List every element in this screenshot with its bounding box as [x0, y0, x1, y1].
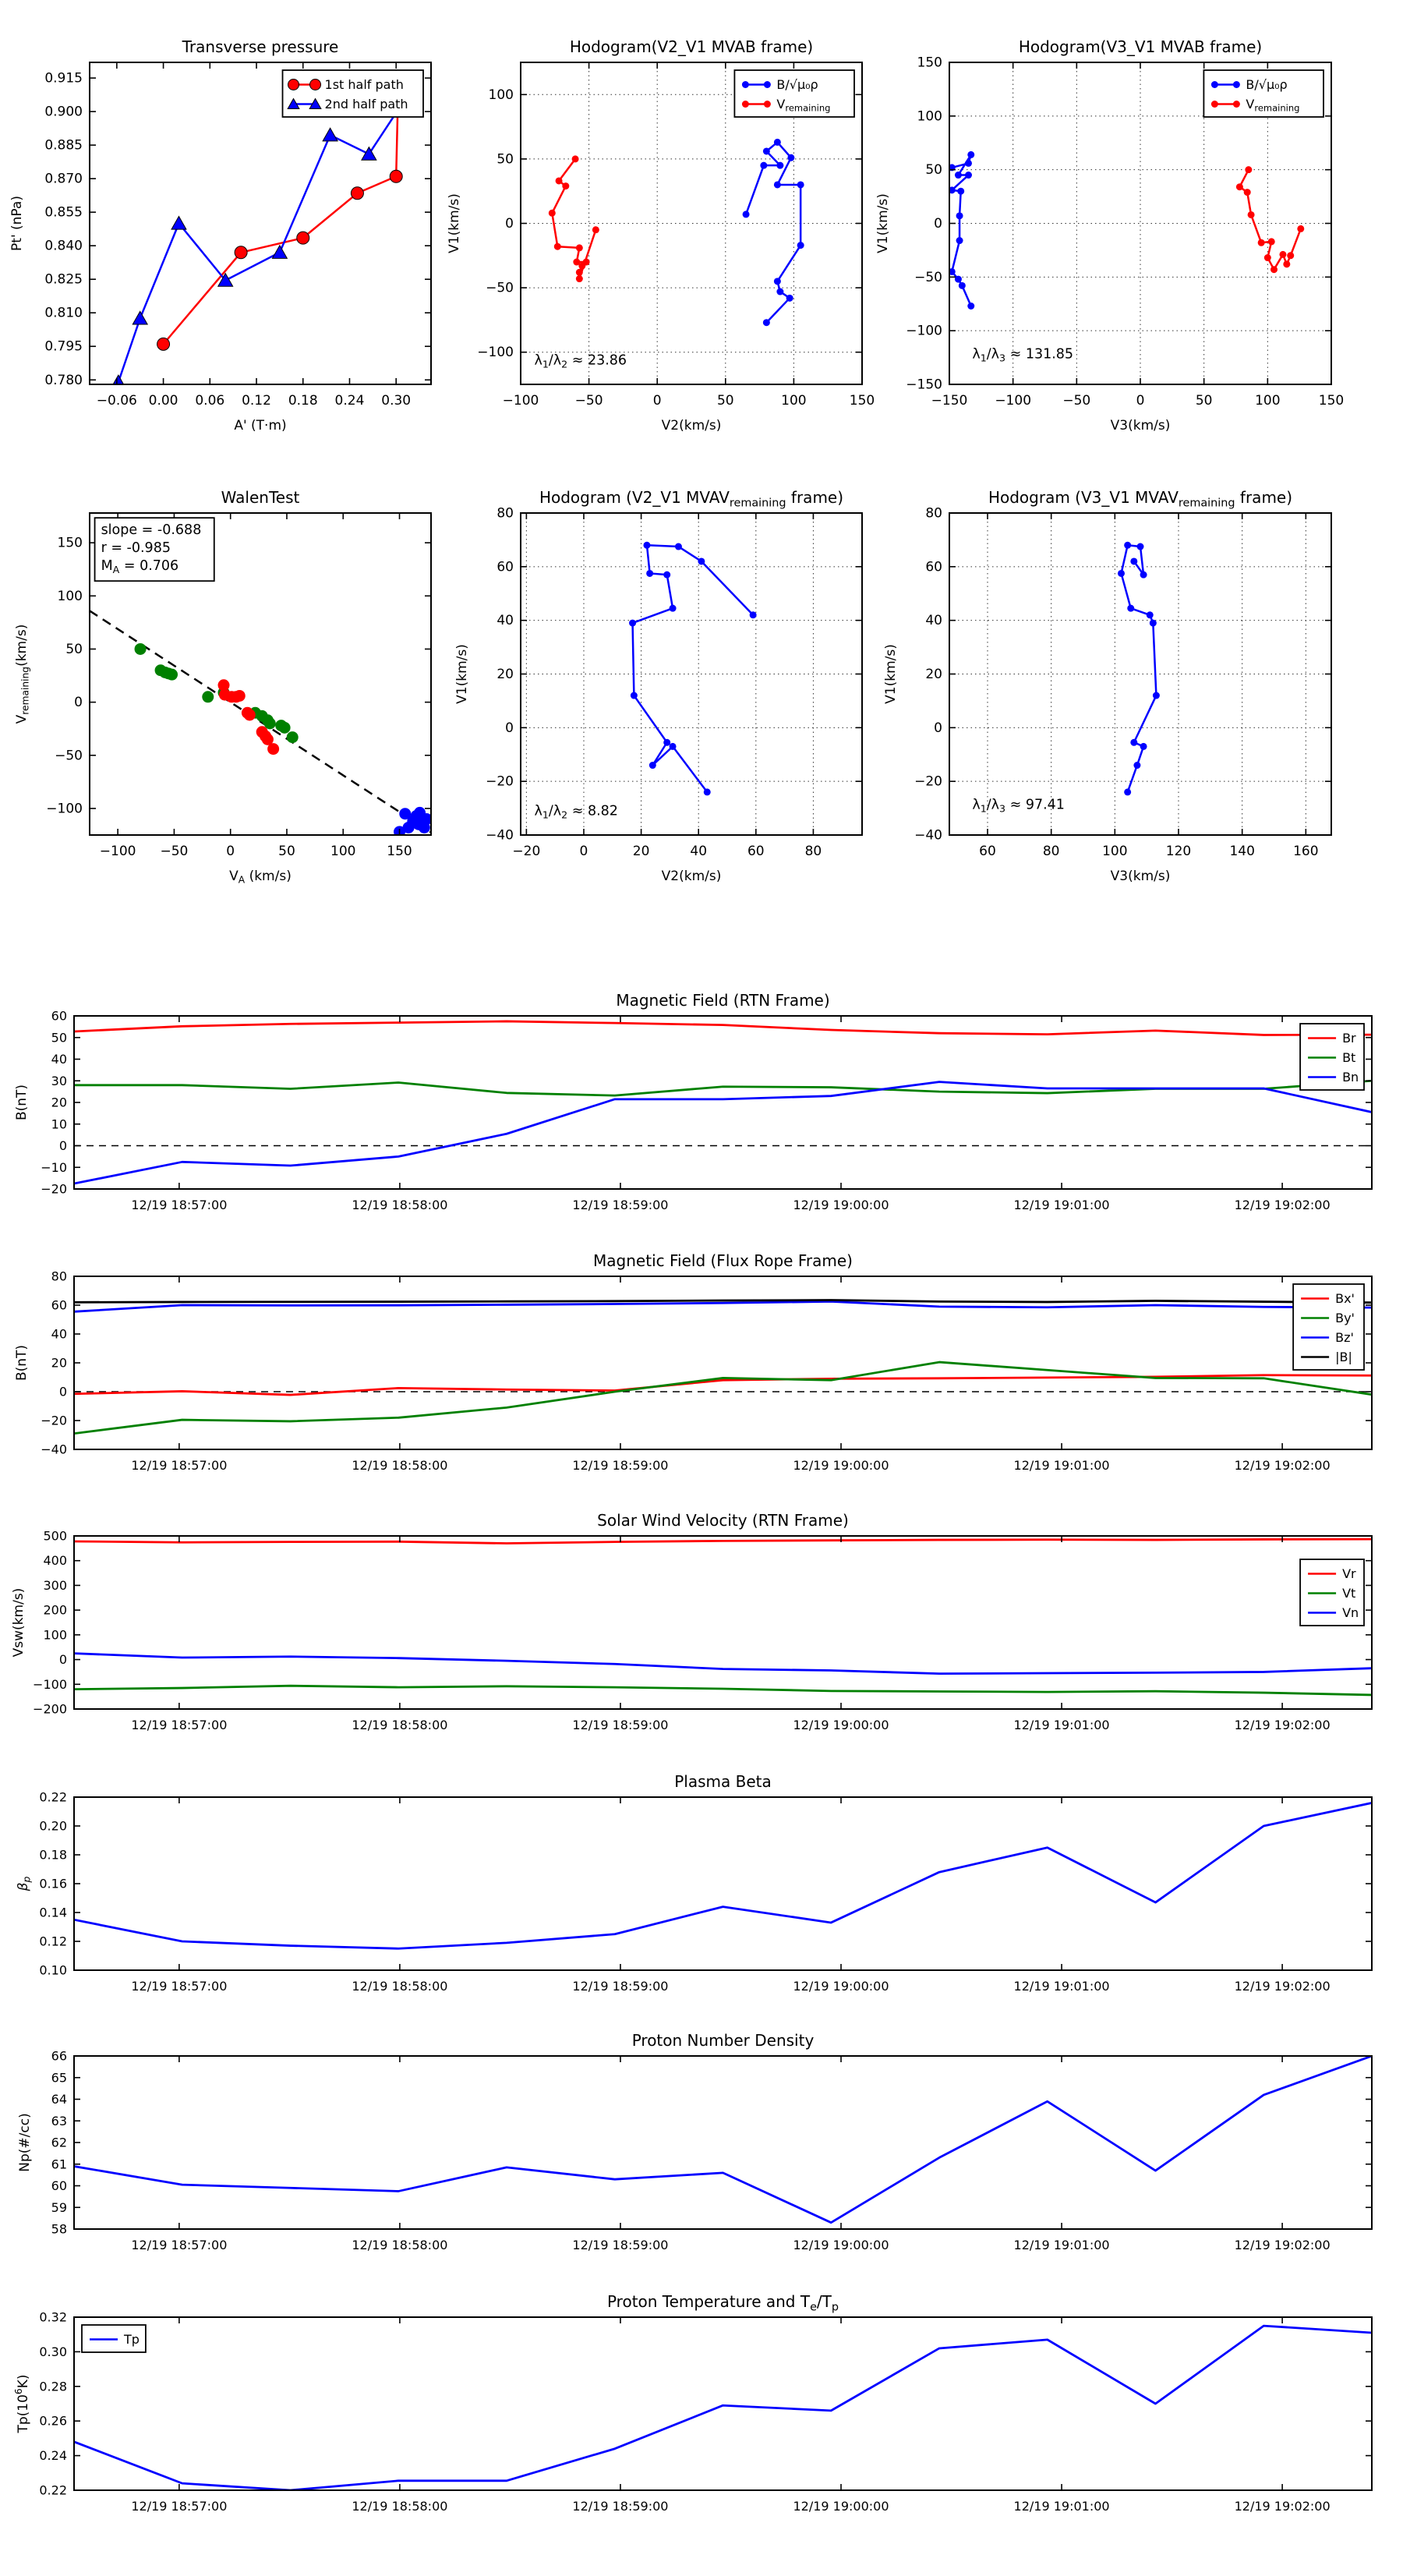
proton-number-density-title: Proton Number Density: [631, 2031, 815, 2050]
svg-text:0.915: 0.915: [44, 70, 83, 87]
svg-text:0.26: 0.26: [39, 2413, 67, 2429]
svg-text:Tp: Tp: [124, 2332, 140, 2347]
svg-text:V1(km/s): V1(km/s): [883, 644, 899, 704]
svg-text:100: 100: [1102, 844, 1128, 859]
svg-text:0.22: 0.22: [39, 1789, 67, 1805]
svg-text:60: 60: [497, 559, 514, 575]
svg-text:−50: −50: [160, 844, 189, 859]
svg-text:300: 300: [43, 1577, 67, 1593]
chart-hodogram-v3v1-mvav: [883, 488, 1331, 884]
chart-hodogram-v2v1-mvav: [454, 488, 862, 884]
hodogram-v2v1-mvav-series-v: [629, 542, 757, 796]
svg-text:60: 60: [747, 844, 765, 859]
proton-number-density-series-np: [74, 2056, 1372, 2223]
svg-text:150: 150: [849, 393, 875, 409]
walen-test-title: WalenTest: [221, 488, 300, 507]
svg-text:0: 0: [579, 844, 588, 859]
svg-text:150: 150: [57, 535, 83, 551]
svg-text:12/19 18:58:00: 12/19 18:58:00: [352, 1458, 448, 1473]
svg-text:50: 50: [51, 1030, 67, 1046]
svg-text:100: 100: [330, 844, 356, 859]
svg-text:12/19 18:57:00: 12/19 18:57:00: [131, 2238, 228, 2252]
svg-text:59: 59: [51, 2199, 67, 2215]
svg-text:12/19 19:01:00: 12/19 19:01:00: [1013, 1198, 1110, 1212]
chart-transverse-pressure: [9, 37, 431, 433]
svg-text:B/√μ₀ρ: B/√μ₀ρ: [776, 77, 818, 92]
svg-text:66: 66: [51, 2048, 67, 2064]
svg-text:12/19 18:57:00: 12/19 18:57:00: [131, 1198, 228, 1212]
hodogram-v3v1-mvav-title: Hodogram (V3_V1 $MVAV_{remaining}$ frame): [988, 488, 1293, 510]
svg-text:20: 20: [51, 1095, 67, 1110]
svg-text:100: 100: [917, 108, 942, 125]
hodogram-v2v1-mvab-legend: [734, 70, 854, 117]
svg-text:0.28: 0.28: [39, 2379, 67, 2394]
svg-text:12/19 19:02:00: 12/19 19:02:00: [1234, 1458, 1331, 1473]
svg-text:0.12: 0.12: [242, 393, 271, 409]
svg-text:λ1/λ3 ≈ 97.41: $\lambda_1/\lambda_3 \approx 97.41$: [972, 797, 1065, 815]
svg-text:12/19 19:01:00: 12/19 19:01:00: [1013, 2499, 1110, 2514]
svg-text:0.22: 0.22: [39, 2482, 67, 2498]
hodogram-v2v1-mvab-series-b: [743, 139, 804, 326]
svg-text:12/19 18:57:00: 12/19 18:57:00: [131, 1718, 228, 1732]
svg-text:−100: −100: [995, 393, 1032, 409]
chart-hodogram-v3v1-mvab: [875, 37, 1344, 433]
svg-text:Bz': Bz': [1335, 1330, 1354, 1345]
svg-text:60: 60: [925, 559, 942, 575]
svg-text:−0.06: −0.06: [96, 393, 137, 409]
svg-text:VA (km/s): $V_A$ (km/s): [229, 869, 292, 886]
svg-text:0.16: 0.16: [39, 1876, 67, 1891]
magnetic-field-flux-rope-series-by-: [74, 1362, 1372, 1434]
magnetic-field-rtn-title: Magnetic Field (RTN Frame): [616, 991, 830, 1010]
svg-text:12/19 19:00:00: 12/19 19:00:00: [793, 2499, 889, 2514]
svg-text:12/19 19:02:00: 12/19 19:02:00: [1234, 2499, 1331, 2514]
svg-text:−100: −100: [99, 844, 136, 859]
magnetic-field-flux-rope-title: Magnetic Field (Flux Rope Frame): [593, 1251, 853, 1270]
svg-text:200: 200: [43, 1602, 67, 1618]
svg-text:400: 400: [43, 1553, 67, 1569]
svg-text:30: 30: [51, 1073, 67, 1088]
svg-text:80: 80: [804, 844, 822, 859]
plasma-beta-title: Plasma Beta: [674, 1772, 772, 1791]
svg-text:60: 60: [51, 1008, 67, 1024]
svg-text:−100: −100: [46, 801, 83, 817]
solar-wind-velocity-series-vn: [74, 1654, 1372, 1674]
chart-magnetic-field-rtn: [14, 991, 1372, 1212]
svg-text:0.780: 0.780: [44, 372, 83, 388]
svg-text:−50: −50: [486, 280, 514, 296]
svg-text:12/19 19:00:00: 12/19 19:00:00: [793, 1979, 889, 1994]
svg-text:12/19 19:01:00: 12/19 19:01:00: [1013, 2238, 1110, 2252]
svg-text:60: 60: [51, 2178, 67, 2193]
svg-text:0: 0: [934, 216, 942, 232]
svg-text:12/19 18:57:00: 12/19 18:57:00: [131, 1979, 228, 1994]
svg-text:0.20: 0.20: [39, 1818, 67, 1834]
svg-text:0.825: 0.825: [44, 271, 83, 288]
svg-text:−50: −50: [574, 393, 603, 409]
svg-text:−50: −50: [914, 269, 942, 285]
svg-text:0: 0: [226, 844, 235, 859]
svg-text:50: 50: [278, 844, 295, 859]
svg-text:−150: −150: [931, 393, 968, 409]
svg-text:40: 40: [51, 1326, 67, 1342]
svg-text:12/19 18:59:00: 12/19 18:59:00: [572, 1979, 669, 1994]
svg-text:λ1/λ3 ≈ 131.85: $\lambda_1/\lambda_3 \approx 131.85$: [972, 346, 1074, 364]
svg-text:12/19 19:02:00: 12/19 19:02:00: [1234, 1198, 1331, 1212]
magnetic-field-rtn-legend: [1300, 1024, 1364, 1090]
svg-text:B(nT): B(nT): [14, 1084, 30, 1121]
svg-text:0.885: 0.885: [44, 137, 83, 154]
svg-text:−40: −40: [486, 827, 514, 844]
hodogram-v3v1-mvab-title: Hodogram(V3_V1 MVAB frame): [1018, 37, 1263, 56]
svg-text:Br: Br: [1342, 1031, 1356, 1046]
svg-text:Bx': Bx': [1335, 1291, 1355, 1306]
svg-text:0.30: 0.30: [39, 2344, 67, 2359]
svg-text:60: 60: [51, 1297, 67, 1313]
svg-text:62: 62: [51, 2135, 67, 2150]
svg-text:0.32: 0.32: [39, 2309, 67, 2325]
svg-text:12/19 18:58:00: 12/19 18:58:00: [352, 1979, 448, 1994]
svg-text:|B|: |B|: [1335, 1350, 1352, 1364]
transverse-pressure-title: Transverse pressure: [182, 37, 339, 56]
magnetic-field-rtn-series-br: [74, 1021, 1372, 1035]
svg-text:64: 64: [51, 2092, 67, 2107]
svg-text:0: 0: [58, 1138, 67, 1153]
svg-text:0.855: 0.855: [44, 204, 83, 221]
svg-text:Vremaining(km/s): $V_{remaining}(km/s)$: [14, 624, 31, 724]
solar-wind-velocity-series-vt: [74, 1686, 1372, 1695]
svg-text:140: 140: [1229, 844, 1255, 859]
svg-text:βp: $\beta_p$: [16, 1876, 33, 1891]
chart-walen-test: [14, 488, 433, 886]
svg-text:0.24: 0.24: [334, 393, 365, 409]
svg-text:100: 100: [43, 1627, 67, 1643]
svg-text:12/19 18:57:00: 12/19 18:57:00: [131, 2499, 228, 2514]
solar-wind-velocity-legend: [1300, 1559, 1364, 1626]
proton-temperature-series-tp: [74, 2326, 1372, 2490]
svg-text:12/19 19:02:00: 12/19 19:02:00: [1234, 2238, 1331, 2252]
magnetic-field-rtn-series-bn: [74, 1082, 1372, 1184]
svg-text:60: 60: [979, 844, 996, 859]
svg-text:12/19 19:00:00: 12/19 19:00:00: [793, 1198, 889, 1212]
svg-text:12/19 19:00:00: 12/19 19:00:00: [793, 2238, 889, 2252]
svg-text:160: 160: [1293, 844, 1319, 859]
svg-text:120: 120: [1165, 844, 1192, 859]
svg-text:80: 80: [925, 505, 942, 522]
svg-text:0.30: 0.30: [381, 393, 412, 409]
svg-text:50: 50: [497, 151, 514, 168]
svg-text:2nd half path: 2nd half path: [324, 97, 408, 111]
svg-text:V1(km/s): V1(km/s): [454, 644, 470, 704]
svg-text:20: 20: [925, 667, 942, 682]
svg-text:B/√μ₀ρ: B/√μ₀ρ: [1246, 77, 1288, 92]
svg-text:−100: −100: [502, 393, 539, 409]
svg-text:−150: −150: [906, 377, 942, 393]
svg-text:−100: −100: [477, 345, 514, 361]
svg-text:61: 61: [51, 2157, 67, 2172]
svg-text:12/19 18:59:00: 12/19 18:59:00: [572, 1718, 669, 1732]
svg-text:−20: −20: [512, 844, 541, 859]
svg-text:100: 100: [57, 588, 83, 604]
svg-text:12/19 19:00:00: 12/19 19:00:00: [793, 1458, 889, 1473]
svg-text:Bt: Bt: [1342, 1050, 1356, 1065]
svg-text:Vremaining: $V_{remaining}$: [776, 97, 831, 114]
svg-text:0: 0: [58, 1384, 67, 1399]
plasma-beta-series-beta-p: [74, 1803, 1372, 1948]
svg-text:Vr: Vr: [1342, 1566, 1356, 1581]
svg-text:12/19 19:01:00: 12/19 19:01:00: [1013, 1979, 1110, 1994]
svg-text:12/19 19:02:00: 12/19 19:02:00: [1234, 1979, 1331, 1994]
svg-text:B(nT): B(nT): [14, 1344, 30, 1382]
proton-temperature-legend: [82, 2325, 146, 2352]
svg-text:500: 500: [43, 1528, 67, 1544]
hodogram-v3v1-mvab-series-vremaining: [1236, 166, 1304, 273]
svg-text:0.10: 0.10: [39, 1962, 67, 1978]
svg-text:By': By': [1335, 1311, 1355, 1325]
svg-text:V2(km/s): V2(km/s): [661, 418, 722, 433]
svg-text:−50: −50: [1062, 393, 1091, 409]
svg-text:Np(#/cc): Np(#/cc): [17, 2113, 33, 2172]
chart-magnetic-field-flux-rope: [14, 1251, 1372, 1473]
hodogram-v3v1-mvab-series-b: [949, 151, 975, 310]
svg-text:1st half path: 1st half path: [324, 77, 404, 92]
svg-text:100: 100: [781, 393, 807, 409]
svg-text:Bn: Bn: [1342, 1070, 1359, 1085]
svg-text:12/19 18:57:00: 12/19 18:57:00: [131, 1458, 228, 1473]
svg-text:Vn: Vn: [1342, 1605, 1359, 1620]
hodogram-v2v1-mvav-title: Hodogram (V2_V1 $MVAV_{remaining}$ frame): [539, 488, 844, 510]
svg-text:20: 20: [632, 844, 650, 859]
svg-text:40: 40: [925, 613, 942, 629]
chart-hodogram-v2v1-mvab: [447, 37, 875, 433]
svg-text:−40: −40: [914, 827, 942, 844]
svg-text:12/19 19:00:00: 12/19 19:00:00: [793, 1718, 889, 1732]
svg-text:A' (T·m): A' (T·m): [234, 418, 287, 433]
svg-text:40: 40: [497, 613, 514, 629]
svg-text:r = -0.985: r = -0.985: [101, 540, 171, 557]
svg-text:−40: −40: [41, 1442, 67, 1457]
svg-text:12/19 18:59:00: 12/19 18:59:00: [572, 2499, 669, 2514]
svg-text:λ1/λ2 ≈ 23.86: $\lambda_1/\lambda_2 \approx 23.86$: [534, 352, 627, 370]
svg-text:Tp(106K): $Tp(10^6K)$: [13, 2374, 31, 2433]
svg-text:40: 40: [690, 844, 708, 859]
svg-text:V1(km/s): V1(km/s): [875, 193, 891, 253]
svg-text:12/19 18:59:00: 12/19 18:59:00: [572, 2238, 669, 2252]
svg-text:150: 150: [1318, 393, 1345, 409]
chart-solar-wind-velocity: [11, 1511, 1372, 1732]
svg-text:slope = -0.688: slope = -0.688: [101, 522, 202, 539]
chart-plasma-beta: [16, 1772, 1372, 1994]
svg-text:0.795: 0.795: [44, 338, 83, 355]
svg-text:12/19 18:58:00: 12/19 18:58:00: [352, 2238, 448, 2252]
svg-text:0: 0: [505, 720, 514, 736]
svg-text:100: 100: [488, 87, 514, 103]
magnetic-field-flux-rope-series-bz-: [74, 1301, 1372, 1311]
svg-text:12/19 19:01:00: 12/19 19:01:00: [1013, 1458, 1110, 1473]
svg-text:Pt' (nPa): Pt' (nPa): [9, 196, 25, 251]
hodogram-v3v1-mvab-legend: [1203, 70, 1323, 117]
svg-text:10: 10: [51, 1116, 67, 1132]
proton-temperature-title: Proton Temperature and $T_e/T_p$: [606, 2292, 839, 2314]
svg-text:−50: −50: [55, 748, 83, 764]
hodogram-v3v1-mvav-series-v: [1118, 542, 1160, 796]
svg-text:V1(km/s): V1(km/s): [447, 193, 462, 253]
svg-text:V3(km/s): V3(km/s): [1110, 869, 1171, 884]
solar-wind-velocity-title: Solar Wind Velocity (RTN Frame): [597, 1511, 849, 1530]
svg-text:65: 65: [51, 2070, 67, 2086]
svg-text:0: 0: [505, 216, 514, 232]
svg-text:40: 40: [51, 1052, 67, 1067]
svg-text:58: 58: [51, 2221, 67, 2237]
svg-text:150: 150: [387, 844, 412, 859]
walen-test-series-first-half: [135, 643, 299, 743]
svg-text:0: 0: [74, 695, 83, 711]
svg-text:−10: −10: [41, 1159, 67, 1175]
transverse-pressure-series-1st-half-path: [157, 104, 405, 351]
svg-text:0.900: 0.900: [44, 104, 83, 120]
transverse-pressure-series-2nd-half-path: [111, 104, 405, 388]
svg-text:0.870: 0.870: [44, 171, 83, 187]
svg-text:0.24: 0.24: [39, 2448, 67, 2464]
svg-text:0.18: 0.18: [288, 393, 318, 409]
svg-text:100: 100: [1255, 393, 1281, 409]
svg-text:63: 63: [51, 2113, 67, 2128]
svg-text:V3(km/s): V3(km/s): [1110, 418, 1171, 433]
svg-text:20: 20: [497, 667, 514, 682]
svg-text:Vsw(km/s): Vsw(km/s): [11, 1587, 27, 1658]
svg-text:80: 80: [497, 505, 514, 522]
svg-text:50: 50: [65, 641, 83, 657]
solar-wind-velocity-series-vr: [74, 1539, 1372, 1543]
svg-text:20: 20: [51, 1355, 67, 1371]
svg-text:12/19 18:58:00: 12/19 18:58:00: [352, 1718, 448, 1732]
svg-text:50: 50: [716, 393, 734, 409]
svg-text:0.18: 0.18: [39, 1847, 67, 1863]
svg-text:0: 0: [934, 720, 942, 736]
svg-text:12/19 18:59:00: 12/19 18:59:00: [572, 1198, 669, 1212]
svg-text:−200: −200: [33, 1701, 67, 1717]
svg-text:−100: −100: [906, 323, 942, 339]
svg-text:0.14: 0.14: [39, 1905, 67, 1920]
svg-text:λ1/λ2 ≈ 8.82: $\lambda_1/\lambda_2 \approx 8.82$: [534, 803, 618, 821]
svg-text:−20: −20: [486, 773, 514, 790]
svg-text:0: 0: [1136, 393, 1145, 409]
svg-text:0.00: 0.00: [148, 393, 178, 409]
svg-text:MA = 0.706: $M_A = 0.706$: [101, 558, 179, 576]
hodogram-v2v1-mvab-series-vremaining: [549, 155, 599, 282]
chart-proton-number-density: [17, 2031, 1372, 2252]
transverse-pressure-legend: [283, 70, 423, 117]
svg-text:12/19 19:02:00: 12/19 19:02:00: [1234, 1718, 1331, 1732]
magnetic-field-flux-rope-legend: [1293, 1284, 1364, 1370]
svg-text:V2(km/s): V2(km/s): [661, 869, 722, 884]
svg-text:Vremaining: $V_{remaining}$: [1246, 97, 1300, 114]
svg-text:50: 50: [1195, 393, 1213, 409]
svg-text:0.840: 0.840: [44, 238, 83, 254]
svg-text:12/19 19:01:00: 12/19 19:01:00: [1013, 1718, 1110, 1732]
svg-text:−20: −20: [41, 1181, 67, 1197]
svg-text:−100: −100: [33, 1676, 67, 1692]
chart-proton-temperature: [13, 2292, 1372, 2514]
svg-text:0.06: 0.06: [195, 393, 225, 409]
svg-text:−20: −20: [914, 773, 942, 790]
svg-text:Vt: Vt: [1342, 1586, 1356, 1601]
svg-text:80: 80: [51, 1269, 67, 1284]
svg-text:−20: −20: [41, 1413, 67, 1428]
svg-text:12/19 18:58:00: 12/19 18:58:00: [352, 1198, 448, 1212]
svg-text:0: 0: [652, 393, 662, 409]
svg-text:0.12: 0.12: [39, 1934, 67, 1949]
svg-text:12/19 18:59:00: 12/19 18:59:00: [572, 1458, 669, 1473]
svg-text:0: 0: [58, 1652, 67, 1668]
svg-text:50: 50: [925, 162, 942, 179]
svg-text:150: 150: [917, 55, 942, 71]
svg-text:0.810: 0.810: [44, 305, 83, 321]
hodogram-v2v1-mvab-title: Hodogram(V2_V1 MVAB frame): [569, 37, 814, 56]
svg-text:80: 80: [1042, 844, 1060, 859]
svg-text:12/19 18:58:00: 12/19 18:58:00: [352, 2499, 448, 2514]
